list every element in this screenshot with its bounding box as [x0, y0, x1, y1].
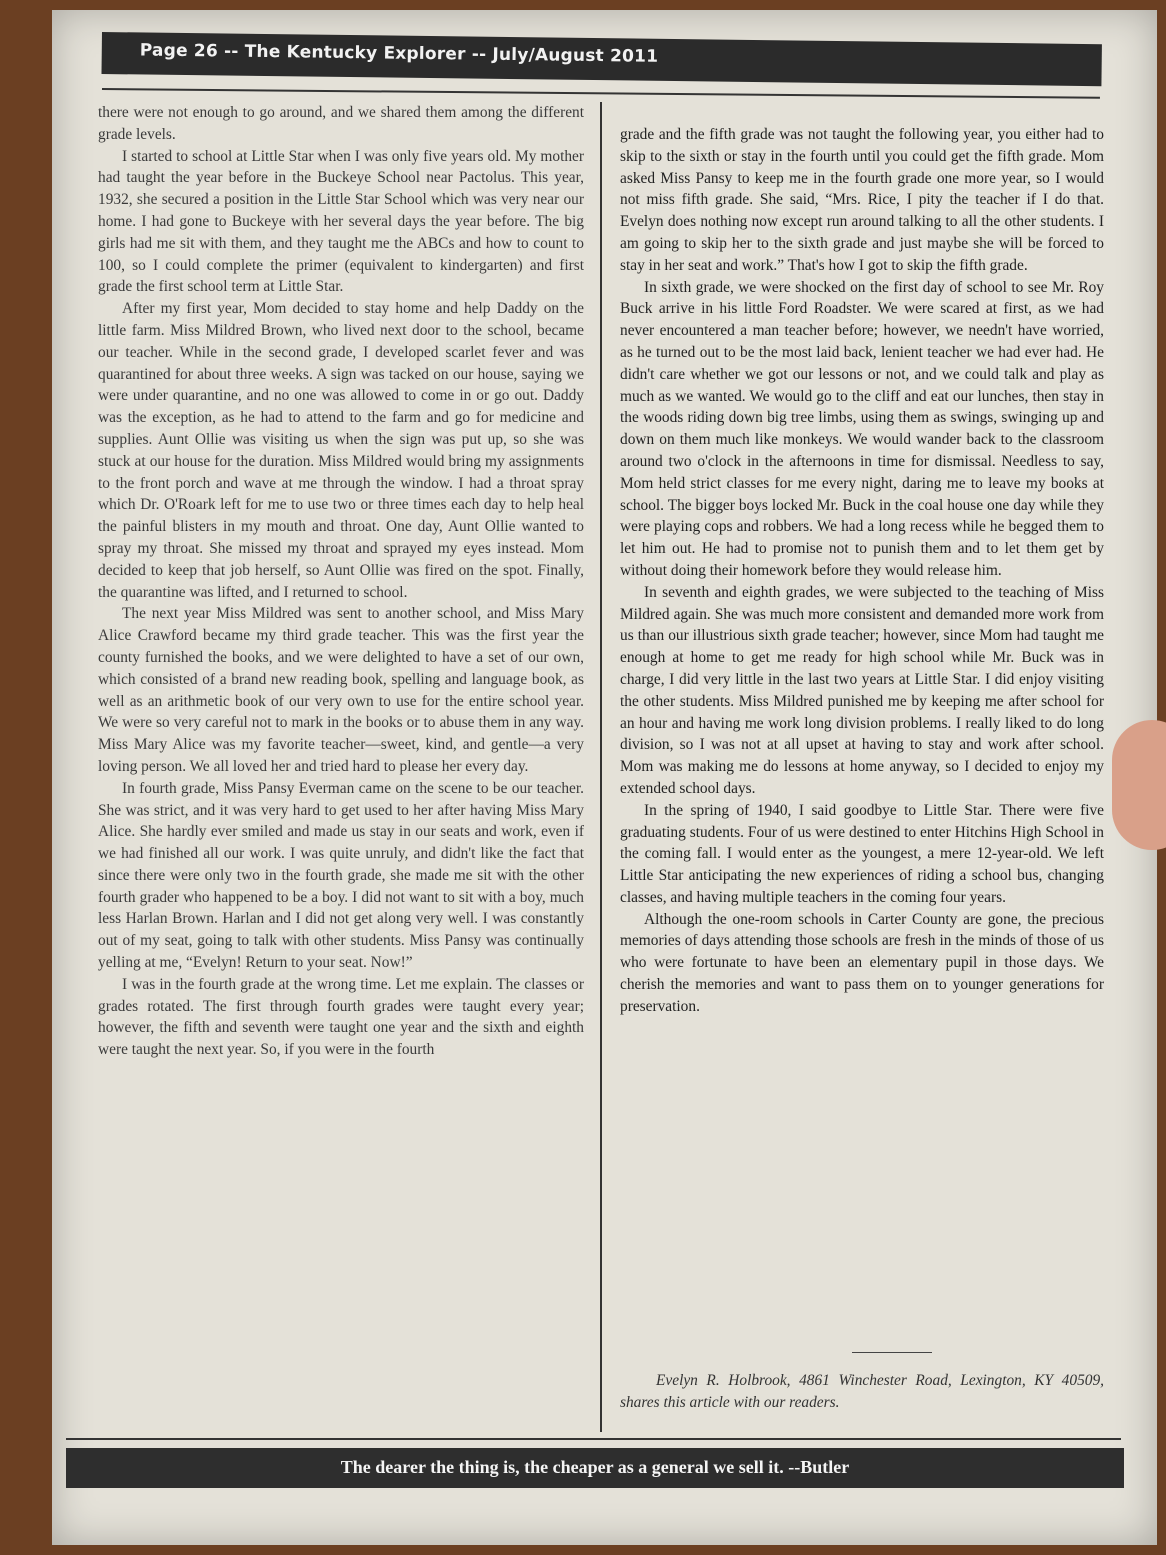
paragraph: there were not enough to go around, and we shared them among the different grade levels. [98, 104, 584, 143]
paragraph: In fourth grade, Miss Pansy Everman came on the scene to be our teacher. She was strict, and it was very hard to get used to her after having Miss Mary Alice. She hardly ever smiled and made us stay in our seats and work, even if we had finished all our work. I was quite unruly, and didn't like the fact that since there were only two in the fourth grade, she made me sit with the other fourth grader who happened to be a boy. I did not want to sit with a boy, much less Harlan Brown. Harlan and I did not get along very well. I was constantly out of my seat, going to talk with other students. Miss Pansy was continually yelling at me, “Evelyn! Return to your seat. Now!” [98, 779, 584, 972]
column-divider [600, 102, 602, 1432]
paragraph: In seventh and eighth grades, we were subjected to the teaching of Miss Mildred again. She was much more consistent and demanded more work from us than our illustrious sixth grade teacher; however, since Mom had taught me enough at home to get me ready for high school while Mr. Buck was in charge, I did very little in the last two years at Little Star. I did enjoy visiting the other students. Miss Mildred punished me by keeping me after school for an hour and having me work long division problems. I really liked to do long division, so I was not at all upset at having to stay and work after school. Mom was making me do lessons at home anyway, so I decided to enjoy my extended school days. [620, 583, 1104, 797]
left-column [98, 102, 584, 1061]
paragraph: Although the one-room schools in Carter County are gone, the precious memories of days attending those schools are fresh in the minds of those of us who were fortunate to have been an elementary pupil in those days. We cherish the memories and want to pass them on to younger generations for preservation. [620, 910, 1104, 1015]
page-header-title: Page 26 -- The Kentucky Explorer -- July/August 2011 [139, 40, 659, 67]
footer-quote: The dearer the thing is, the cheaper as a general we sell it. --Butler [340, 1457, 850, 1477]
paragraph: I was in the fourth grade at the wrong time. Let me explain. The classes or grades rotated. The first through fourth grades were taught every year; however, the fifth and seventh were taught one year and the sixth and eighth were taught the next year. So, if you were in the fourth [98, 975, 584, 1059]
paragraph: In the spring of 1940, I said goodbye to Little Star. There were five graduating students. Four of us were destined to enter Hitchins High School in the coming fall. I would enter as the youngest, a mere 12-year-old. We left Little Star anticipating the new experiences of riding a school bus, changing classes, and having multiple teachers in the coming four years. [620, 801, 1104, 906]
right-column [620, 124, 1104, 1018]
paragraph: I started to school at Little Star when I was only five years old. My mother had taught the year before in the Buckeye School near Pactolus. This year, 1932, she secured a position in the Little Star School which was very near our home. I had gone to Buckeye with her several days the year before. The big girls had me sit with them, and they taught me the ABCs and how to count to 100, so I could complete the primer (equivalent to kindergarten) and first grade the first school term at Little Star. [98, 147, 584, 296]
paragraph: In sixth grade, we were shocked on the first day of school to see Mr. Roy Buck arrive in his little Ford Roadster. We were scared at first, as we had never encountered a man teacher before; however, we needn't have worried, as he turned out to be the most laid back, lenient teacher we had ever had. He didn't care whether we got our lessons or not, and we could talk and play as much as we wanted. We would go to the cliff and eat our lunches, then stay in the woods riding down big tree limbs, using them as swings, swinging up and down on them much like monkeys. We would wander back to the classroom around two o'clock in the afternoons in time for dismissal. Needless to say, Mom held strict classes for me every night, daring me to leave my books at school. The bigger boys locked Mr. Buck in the coal house one day while they were playing cops and robbers. We had a long recess while he begged them to let him out. He had to promise not to punish them and to let them get by without doing their homework before they would release him. [620, 278, 1104, 579]
paragraph: The next year Miss Mildred was sent to another school, and Miss Mary Alice Crawford became my third grade teacher. This was the first year the county furnished the books, and we were delighted to have a set of our own, which consisted of a brand new reading book, spelling and language book, as well as an arithmetic book of our very own to use for the entire school year. We were so very careful not to mark in the books or to abuse them in any way. Miss Mary Alice was my favorite teacher—sweet, kind, and gentle—a very loving person. We all loved her and tried hard to please her every day. [98, 605, 584, 775]
page-header-bar [101, 32, 1101, 86]
footer-bar [66, 1448, 1124, 1488]
header-rule [102, 88, 1100, 99]
thumb-holding-page [1112, 720, 1166, 850]
paragraph: grade and the fifth grade was not taught the following year, you either had to skip to the sixth or stay in the fourth until you could get the fifth grade. Mom asked Miss Pansy to keep me in the fourth grade one more year, so I would not miss fifth grade. She said, “Mrs. Rice, I pity the teacher if I do that. Evelyn does nothing now except run around talking to all the other students. I am going to skip her to the sixth grade and just maybe she will be forced to stay in her seat and work.” That's how I got to skip the fifth grade. [620, 126, 1104, 274]
signature-rule [852, 1352, 932, 1353]
paragraph: After my first year, Mom decided to stay home and help Daddy on the little farm. Miss Mildred Brown, who lived next door to the school, became our teacher. While in the second grade, I developed scarlet fever and was quarantined for about three weeks. A sign was tacked on our house, saying we were under quarantine, and no one was allowed to come in or go out. Daddy was the exception, as he had to attend to the farm and go for medicine and supplies. Aunt Ollie was visiting us when the sign was put up, so she was stuck at our house for the duration. Miss Mildred would bring my assignments to the front porch and wave at me through the window. I had a throat spray which Dr. O'Roark left for me to use two or three times each day to help heal the painful blisters in my mouth and throat. One day, Aunt Ollie wanted to spray my throat. She missed my throat and sprayed my eyes instead. Mom decided to keep that job herself, so Aunt Ollie was fired on the spot. Finally, the quarantine was lifted, and I returned to school. [98, 300, 584, 601]
footer-rule [66, 1438, 1121, 1440]
newspaper-page [52, 10, 1157, 1545]
author-signature: Evelyn R. Holbrook, 4861 Winchester Road, Lexington, KY 40509, shares this article with our readers. [620, 1372, 1104, 1411]
